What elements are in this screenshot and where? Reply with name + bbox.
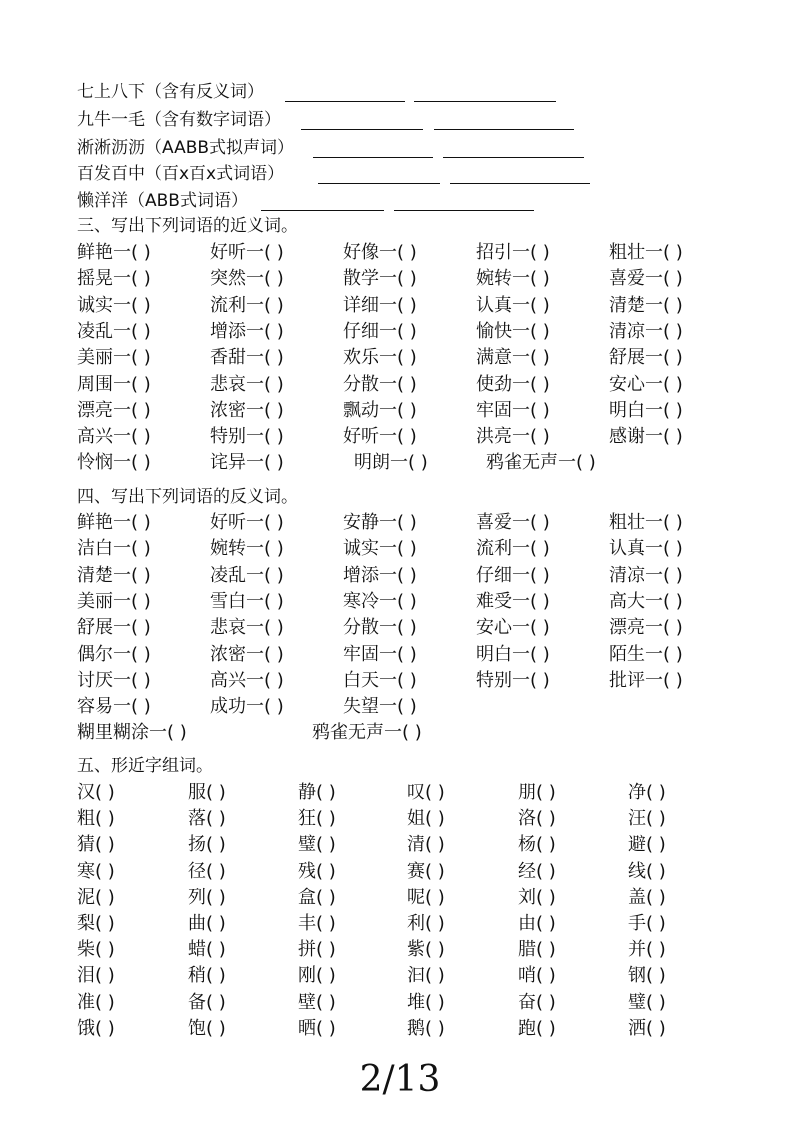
synonym-item[interactable]: 仔细一( )	[343, 320, 417, 342]
word-row	[0, 510, 800, 536]
similar-char-item[interactable]: 璧( )	[628, 991, 666, 1013]
synonym-item[interactable]: 周围一( )	[77, 373, 151, 395]
similar-char-item[interactable]: 手( )	[628, 913, 666, 934]
answer-blank[interactable]	[443, 157, 584, 158]
similar-char-item[interactable]: 呢( )	[407, 886, 445, 908]
similar-char-item[interactable]: 汪( )	[628, 808, 666, 830]
similar-char-item[interactable]: 稍( )	[188, 965, 226, 987]
answer-blank[interactable]	[414, 101, 556, 102]
antonym-item[interactable]: 高大一( )	[609, 590, 683, 612]
antonym-item[interactable]: 白天一( )	[343, 669, 417, 691]
similar-char-item[interactable]: 跑( )	[518, 1017, 556, 1039]
antonym-item[interactable]: 安心一( )	[476, 617, 550, 639]
synonym-item[interactable]: 分散一( )	[343, 373, 417, 395]
answer-blank[interactable]	[394, 210, 534, 211]
synonym-item[interactable]: 高兴一( )	[77, 426, 151, 448]
similar-char-item[interactable]: 紫( )	[407, 939, 445, 961]
similar-char-item[interactable]: 刚( )	[298, 965, 336, 987]
similar-char-item[interactable]: 丰( )	[298, 913, 336, 934]
antonym-item[interactable]: 美丽一( )	[77, 590, 151, 612]
similar-char-item[interactable]: 蜡( )	[188, 939, 226, 961]
word-row	[0, 589, 800, 615]
word-row	[0, 424, 800, 450]
similar-char-item[interactable]: 洒( )	[628, 1017, 666, 1039]
similar-char-item[interactable]: 线( )	[628, 860, 666, 882]
antonym-item[interactable]: 仔细一( )	[476, 564, 550, 586]
antonym-item[interactable]: 成功一( )	[210, 696, 284, 718]
similar-char-item[interactable]: 准( )	[77, 991, 115, 1013]
synonym-item[interactable]: 流利一( )	[210, 294, 284, 316]
synonym-item[interactable]: 洪亮一( )	[476, 426, 550, 448]
word-row	[0, 1016, 800, 1042]
word-row	[0, 615, 800, 641]
answer-blank[interactable]	[301, 129, 423, 130]
antonym-item[interactable]: 增添一( )	[343, 564, 417, 586]
antonym-item[interactable]: 凌乱一( )	[210, 564, 284, 586]
antonym-item[interactable]: 难受一( )	[476, 590, 550, 612]
synonym-item[interactable]: 愉快一( )	[476, 320, 550, 342]
synonym-item[interactable]: 粗壮一( )	[609, 242, 683, 263]
word-row	[0, 963, 800, 989]
word-row	[0, 990, 800, 1016]
antonym-item[interactable]: 漂亮一( )	[609, 617, 683, 639]
synonym-item[interactable]: 好像一( )	[343, 242, 417, 263]
word-row	[0, 937, 800, 963]
synonym-item[interactable]: 欢乐一( )	[343, 347, 417, 369]
idiom-label: 百发百中（百x百x式词语）	[77, 164, 285, 184]
synonym-item[interactable]: 安心一( )	[609, 373, 683, 395]
word-row	[0, 372, 800, 398]
similar-char-item[interactable]: 汩( )	[407, 965, 445, 987]
antonym-item[interactable]: 鲜艳一( )	[77, 512, 151, 533]
antonym-item[interactable]: 特别一( )	[476, 669, 550, 691]
antonym-item[interactable]: 舒展一( )	[77, 617, 151, 639]
similar-char-item[interactable]: 曲( )	[188, 913, 226, 934]
similar-char-item[interactable]: 由( )	[518, 913, 556, 934]
similar-char-item[interactable]: 拼( )	[298, 939, 336, 961]
similar-char-item[interactable]: 汉( )	[77, 782, 115, 803]
antonym-item[interactable]: 明白一( )	[476, 643, 550, 665]
similar-char-item[interactable]: 净( )	[628, 782, 666, 803]
antonym-item[interactable]: 洁白一( )	[77, 538, 151, 560]
antonym-item[interactable]: 失望一( )	[343, 696, 417, 718]
word-row	[0, 266, 800, 292]
similar-char-item[interactable]: 哨( )	[518, 965, 556, 987]
antonym-item[interactable]: 高兴一( )	[210, 669, 284, 691]
similar-char-item[interactable]: 残( )	[298, 860, 336, 882]
word-row	[0, 832, 800, 858]
word-row	[0, 720, 800, 746]
antonym-item[interactable]: 婉转一( )	[210, 538, 284, 560]
idiom-label: 九牛一毛（含有数字词语）	[77, 110, 281, 130]
synonym-item[interactable]: 喜爱一( )	[609, 268, 683, 290]
synonym-item[interactable]: 详细一( )	[343, 294, 417, 316]
antonym-item[interactable]: 糊里糊涂一( )	[77, 722, 187, 744]
synonym-item[interactable]: 招引一( )	[476, 242, 550, 263]
similar-char-item[interactable]: 避( )	[628, 834, 666, 856]
similar-char-item[interactable]: 径( )	[188, 860, 226, 882]
synonym-item[interactable]: 突然一( )	[210, 268, 284, 290]
word-row	[0, 536, 800, 562]
word-row	[0, 450, 800, 476]
antonym-item[interactable]: 喜爱一( )	[476, 512, 550, 533]
idiom-row	[77, 188, 248, 214]
synonym-item[interactable]: 婉转一( )	[476, 268, 550, 290]
synonym-item[interactable]: 美丽一( )	[77, 347, 151, 369]
similar-char-item[interactable]: 柴( )	[77, 939, 115, 961]
similar-char-item[interactable]: 泥( )	[77, 886, 115, 908]
similar-char-item[interactable]: 静( )	[298, 782, 336, 803]
similar-char-item[interactable]: 腊( )	[518, 939, 556, 961]
synonym-item[interactable]: 浓密一( )	[210, 399, 284, 421]
word-row	[0, 668, 800, 694]
synonym-item[interactable]: 增添一( )	[210, 320, 284, 342]
synonym-item[interactable]: 明朗一( )	[354, 452, 428, 474]
word-row	[0, 240, 800, 266]
answer-blank[interactable]	[313, 157, 433, 158]
word-row	[0, 319, 800, 345]
similar-char-item[interactable]: 洛( )	[518, 808, 556, 830]
synonym-item[interactable]: 认真一( )	[476, 294, 550, 316]
antonym-item[interactable]: 鸦雀无声一( )	[312, 722, 422, 744]
section-title-synonyms: 三、写出下列词语的近义词。	[77, 216, 298, 236]
similar-char-item[interactable]: 璧( )	[298, 834, 336, 856]
similar-char-item[interactable]: 粗( )	[77, 808, 115, 830]
similar-char-item[interactable]: 盖( )	[628, 886, 666, 908]
antonym-item[interactable]: 陌生一( )	[609, 643, 683, 665]
answer-blank[interactable]	[285, 101, 405, 102]
similar-char-item[interactable]: 服( )	[188, 782, 226, 803]
synonym-item[interactable]: 满意一( )	[476, 347, 550, 369]
synonym-item[interactable]: 鲜艳一( )	[77, 242, 151, 263]
similar-char-item[interactable]: 鹅( )	[407, 1017, 445, 1039]
synonym-item[interactable]: 诧异一( )	[210, 452, 284, 474]
similar-char-item[interactable]: 猜( )	[77, 834, 115, 856]
similar-char-item[interactable]: 奋( )	[518, 991, 556, 1013]
section-title-similar-chars: 五、形近字组词。	[77, 756, 213, 776]
idiom-row	[77, 161, 284, 187]
similar-char-item[interactable]: 杨( )	[518, 834, 556, 856]
similar-char-item[interactable]: 经( )	[518, 860, 556, 882]
word-row	[0, 911, 800, 937]
similar-char-item[interactable]: 饿( )	[77, 1017, 115, 1039]
similar-char-item[interactable]: 叹( )	[407, 782, 445, 803]
synonym-item[interactable]: 香甜一( )	[210, 347, 284, 369]
synonym-item[interactable]: 好听一( )	[343, 426, 417, 448]
word-row	[0, 293, 800, 319]
similar-char-item[interactable]: 朋( )	[518, 782, 556, 803]
idiom-label: 懒洋洋（ABB式词语）	[77, 191, 248, 211]
antonym-item[interactable]: 安静一( )	[343, 512, 417, 533]
similar-char-item[interactable]: 盒( )	[298, 886, 336, 908]
antonym-item[interactable]: 讨厌一( )	[77, 669, 151, 691]
antonym-item[interactable]: 牢固一( )	[343, 643, 417, 665]
antonym-item[interactable]: 粗壮一( )	[609, 512, 683, 533]
similar-char-item[interactable]: 饱( )	[188, 1017, 226, 1039]
antonym-item[interactable]: 认真一( )	[609, 538, 683, 560]
word-row	[0, 642, 800, 668]
synonym-item[interactable]: 鸦雀无声一( )	[486, 452, 596, 474]
synonym-item[interactable]: 漂亮一( )	[77, 399, 151, 421]
page-number: 2/13	[359, 1059, 441, 1100]
synonym-item[interactable]: 散学一( )	[343, 268, 417, 290]
idiom-label: 淅淅沥沥（AABB式拟声词）	[77, 138, 295, 158]
similar-char-item[interactable]: 泪( )	[77, 965, 115, 987]
antonym-item[interactable]: 偶尔一( )	[77, 643, 151, 665]
synonym-item[interactable]: 特别一( )	[210, 426, 284, 448]
similar-char-item[interactable]: 晒( )	[298, 1017, 336, 1039]
similar-char-item[interactable]: 钢( )	[628, 965, 666, 987]
answer-blank[interactable]	[434, 129, 574, 130]
idiom-row	[77, 135, 294, 161]
antonym-item[interactable]: 分散一( )	[343, 617, 417, 639]
word-row	[0, 694, 800, 720]
synonym-item[interactable]: 舒展一( )	[609, 347, 683, 369]
antonym-item[interactable]: 诚实一( )	[343, 538, 417, 560]
similar-char-item[interactable]: 清( )	[407, 834, 445, 856]
similar-char-item[interactable]: 落( )	[188, 808, 226, 830]
word-row	[0, 345, 800, 371]
similar-char-item[interactable]: 列( )	[188, 886, 226, 908]
word-row	[0, 398, 800, 424]
idiom-row	[77, 107, 281, 133]
synonym-item[interactable]: 使劲一( )	[476, 373, 550, 395]
antonym-item[interactable]: 清楚一( )	[77, 564, 151, 586]
word-row	[0, 563, 800, 589]
antonym-item[interactable]: 清凉一( )	[609, 564, 683, 586]
similar-char-item[interactable]: 利( )	[407, 913, 445, 934]
synonym-item[interactable]: 好听一( )	[210, 242, 284, 263]
word-row	[0, 806, 800, 832]
idiom-label: 七上八下（含有反义词）	[77, 82, 264, 102]
antonym-item[interactable]: 悲哀一( )	[210, 617, 284, 639]
word-row	[0, 859, 800, 885]
similar-char-item[interactable]: 梨( )	[77, 913, 115, 934]
idiom-row	[77, 79, 264, 105]
synonym-item[interactable]: 清楚一( )	[609, 294, 683, 316]
antonym-item[interactable]: 浓密一( )	[210, 643, 284, 665]
synonym-item[interactable]: 摇晃一( )	[77, 268, 151, 290]
synonym-item[interactable]: 飘动一( )	[343, 399, 417, 421]
similar-char-item[interactable]: 寒( )	[77, 860, 115, 882]
word-row	[0, 885, 800, 911]
similar-char-item[interactable]: 堆( )	[407, 991, 445, 1013]
similar-char-item[interactable]: 扬( )	[188, 834, 226, 856]
synonym-item[interactable]: 诚实一( )	[77, 294, 151, 316]
similar-char-item[interactable]: 并( )	[628, 939, 666, 961]
similar-char-item[interactable]: 壁( )	[298, 991, 336, 1013]
antonym-item[interactable]: 流利一( )	[476, 538, 550, 560]
answer-blank[interactable]	[450, 183, 590, 184]
antonym-item[interactable]: 容易一( )	[77, 696, 151, 718]
synonym-item[interactable]: 怜悯一( )	[77, 452, 151, 474]
synonym-item[interactable]: 牢固一( )	[476, 399, 550, 421]
answer-blank[interactable]	[261, 210, 384, 211]
synonym-item[interactable]: 明白一( )	[609, 399, 683, 421]
similar-char-item[interactable]: 刘( )	[518, 886, 556, 908]
word-row	[0, 780, 800, 806]
similar-char-item[interactable]: 赛( )	[407, 860, 445, 882]
similar-char-item[interactable]: 备( )	[188, 991, 226, 1013]
synonym-item[interactable]: 感谢一( )	[609, 426, 683, 448]
antonym-item[interactable]: 批评一( )	[609, 669, 683, 691]
antonym-item[interactable]: 雪白一( )	[210, 590, 284, 612]
antonym-item[interactable]: 好听一( )	[210, 512, 284, 533]
synonym-item[interactable]: 清凉一( )	[609, 320, 683, 342]
similar-char-item[interactable]: 狂( )	[298, 808, 336, 830]
similar-char-item[interactable]: 姐( )	[407, 808, 445, 830]
answer-blank[interactable]	[318, 183, 440, 184]
section-title-antonyms: 四、写出下列词语的反义词。	[77, 487, 298, 507]
synonym-item[interactable]: 悲哀一( )	[210, 373, 284, 395]
synonym-item[interactable]: 凌乱一( )	[77, 320, 151, 342]
antonym-item[interactable]: 寒冷一( )	[343, 590, 417, 612]
